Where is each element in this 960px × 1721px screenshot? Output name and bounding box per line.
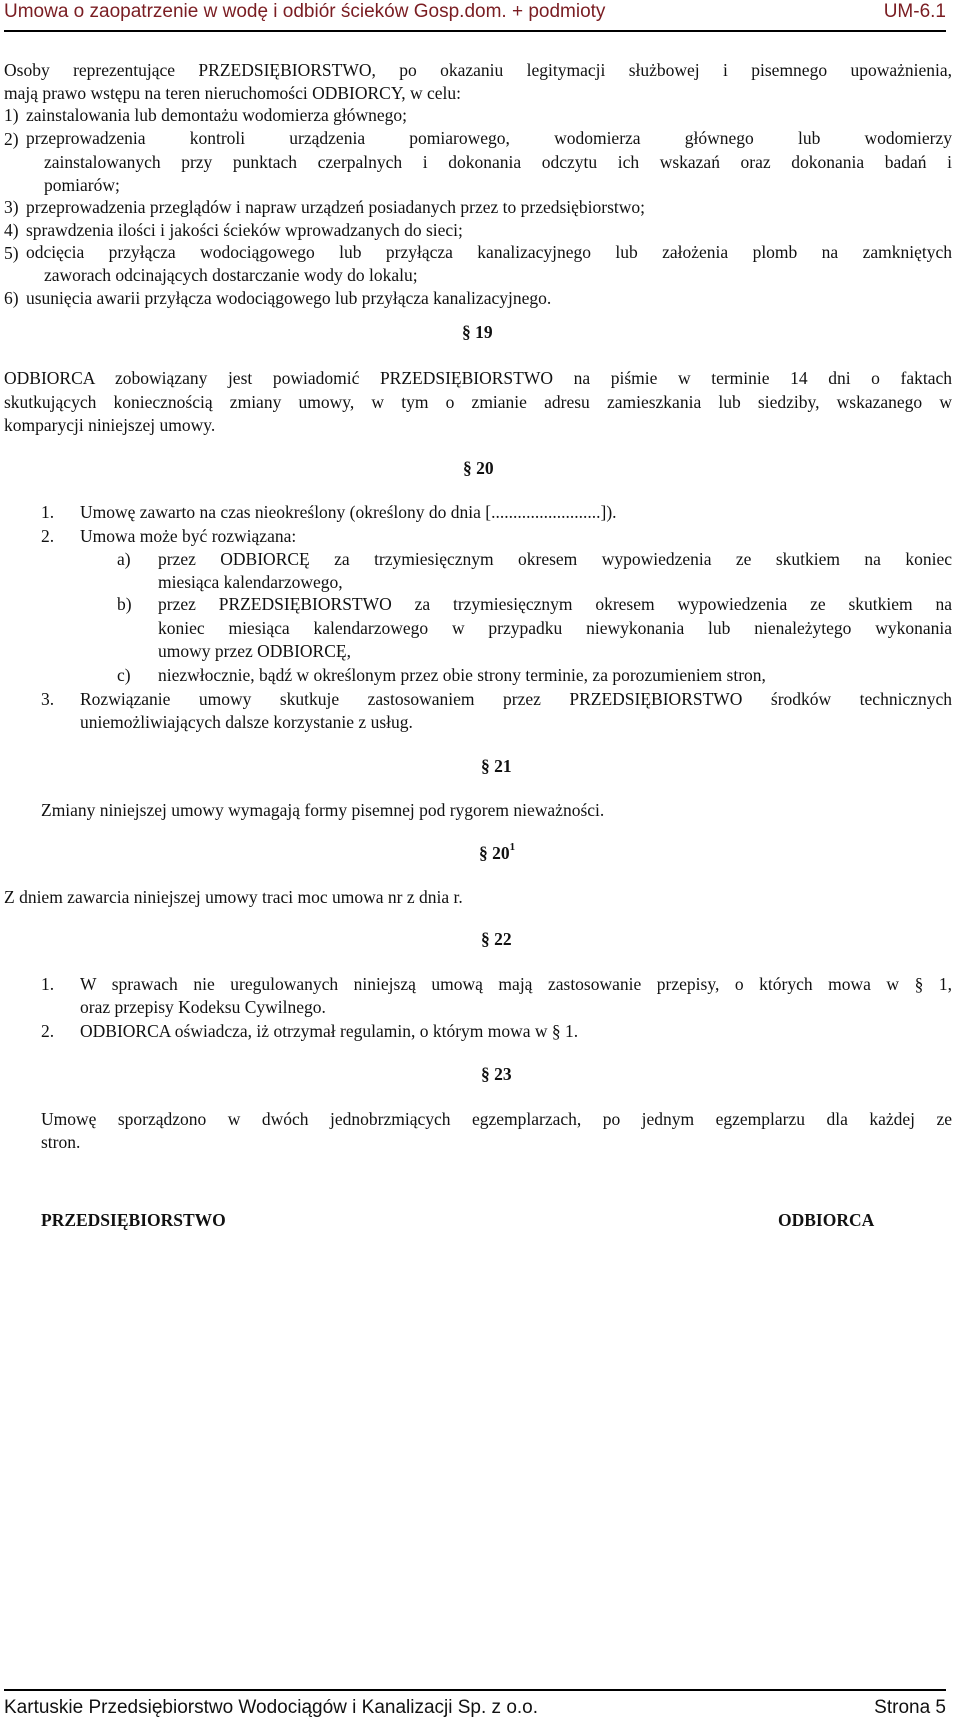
paragraph-line: komparycji niniejszej umowy. (4, 415, 216, 435)
list-num: 6) (4, 288, 19, 308)
section-heading: § 23 (481, 1064, 512, 1084)
paragraph-line: Umowę zawarto na czas nieokreślony (określony do dnia [.........................]). (80, 502, 617, 522)
paragraph-line: Umowa może być rozwiązana: (80, 526, 297, 546)
list-num: 3) (4, 197, 19, 217)
sub-item: przez PRZEDSIĘBIORSTWO za trzymiesięcznym okresem wypowiedzenia ze skutkiem na (158, 594, 952, 614)
list-item: odcięcia przyłącza wodociągowego lub przyłącza kanalizacyjnego lub założenia plomb na zamkniętych (26, 242, 952, 262)
document-title: Umowa o zaopatrzenie w wodę i odbiór ścieków Gosp.dom. + podmioty (4, 1, 606, 22)
section-heading: § $20^1$ (479, 841, 516, 863)
sub-letter: a) (117, 549, 131, 569)
list-num: 1. (41, 502, 55, 522)
list-item: zaworach odcinających dostarczanie wody do lokalu; (44, 265, 418, 285)
sub-letter: b) (117, 594, 132, 614)
paragraph-line: ODBIORCA oświadcza, iż otrzymał regulamin, o którym mowa w § 1. (80, 1021, 579, 1041)
section-heading: § 21 (481, 756, 512, 776)
list-item: zainstalowanych przy punktach czerpalnych i dokonania odczytu ich wskazań oraz dokonania badań i (44, 152, 952, 172)
sub-item: umowy przez ODBIORCĘ, (158, 641, 351, 661)
list-item: zainstalowania lub demontażu wodomierza głównego; (26, 105, 407, 125)
intro-line: Osoby reprezentujące PRZEDSIĘBIORSTWO, po okazaniu legitymacji służbowej i pisemnego upoważnienia, (4, 60, 952, 80)
paragraph-line: Zmiany niniejszej umowy wymagają formy pisemnej pod rygorem nieważności. (41, 800, 605, 820)
list-num: 3. (41, 689, 55, 709)
page-number: Strona 5 (874, 1697, 946, 1718)
signature-label-right: ODBIORCA (778, 1210, 875, 1230)
list-item: usunięcia awarii przyłącza wodociągowego lub przyłącza kanalizacyjnego. (26, 288, 552, 308)
sub-item: niezwłocznie, bądź w określonym przez obie strony terminie, za porozumieniem stron, (158, 665, 766, 685)
intro-line: mają prawo wstępu na teren nieruchomości ODBIORCY, w celu: (4, 83, 461, 103)
list-num: 2. (41, 1021, 55, 1041)
paragraph-line: Rozwiązanie umowy skutkuje zastosowaniem przez PRZEDSIĘBIORSTWO środków technicznych (80, 689, 952, 709)
list-item: pomiarów; (44, 175, 120, 195)
paragraph-line: uniemożliwiających dalsze korzystanie z usług. (80, 712, 413, 732)
paragraph-line: W sprawach nie uregulowanych niniejszą umową mają zastosowanie przepisy, o których mowa w § 1, (80, 974, 952, 994)
list-num: 2. (41, 526, 55, 546)
signature-label-left: PRZEDSIĘBIORSTWO (41, 1210, 226, 1230)
paragraph-line: oraz przepisy Kodeksu Cywilnego. (80, 997, 326, 1017)
paragraph-line: skutkujących koniecznością zmiany umowy, w tym o zmianie adresu zamieszkania lub siedziby, wskazanego w (4, 392, 952, 412)
section-superscript: 1 (509, 841, 516, 854)
sub-item: koniec miesiąca kalendarzowego w przypadku niewykonania lub nienależytego wykonania (158, 618, 952, 638)
page-header (4, 0, 946, 32)
sub-item: przez ODBIORCĘ za trzymiesięcznym okresem wypowiedzenia ze skutkiem na koniec (158, 549, 952, 569)
list-item: sprawdzenia ilości i jakości ścieków wprowadzanych do sieci; (26, 220, 463, 240)
paragraph-line: stron. (41, 1132, 81, 1152)
paragraph-line: Umowę sporządzono w dwóch jednobrzmiących egzemplarzach, po jednym egzemplarzu dla każdej ze (41, 1109, 952, 1129)
list-num: 1. (41, 974, 55, 994)
paragraph-line: ODBIORCA zobowiązany jest powiadomić PRZEDSIĘBIORSTWO na piśmie w terminie 14 dni o faktach (4, 368, 952, 388)
section-heading: § 19 (462, 322, 493, 342)
section-heading: § 22 (481, 929, 512, 949)
list-num: 2) (4, 129, 19, 149)
document-code: UM-6.1 (883, 1, 946, 22)
list-item: przeprowadzenia kontroli urządzenia pomiarowego, wodomierza głównego lub wodomierzy (26, 128, 952, 148)
list-item: przeprowadzenia przeglądów i napraw urządzeń posiadanych przez to przedsiębiorstwo; (26, 197, 646, 217)
sub-item: miesiąca kalendarzowego, (158, 572, 343, 592)
section-heading: § 20 (463, 458, 494, 478)
sub-letter: c) (117, 665, 131, 685)
list-num: 1) (4, 105, 19, 125)
company-name: Kartuskie Przedsiębiorstwo Wodociągów i Kanalizacji Sp. z o.o. (4, 1697, 539, 1718)
list-num: 4) (4, 220, 19, 240)
page-footer (4, 1689, 946, 1721)
list-num: 5) (4, 243, 19, 263)
paragraph-line: Z dniem zawarcia niniejszej umowy traci moc umowa nr z dnia r. (4, 887, 463, 907)
